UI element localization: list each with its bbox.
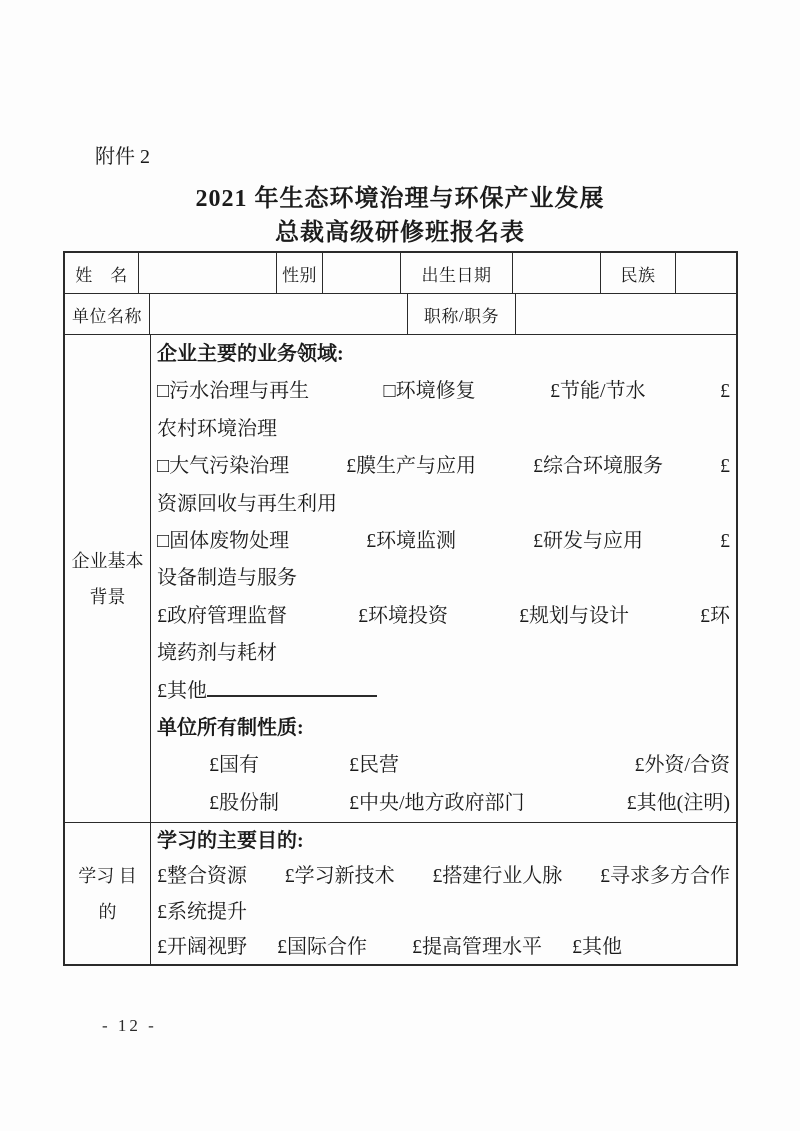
ownership-line	[157, 747, 730, 784]
checkbox-option: £节能/节水	[550, 380, 646, 403]
checkbox-option: £寻求多方合作	[599, 865, 730, 888]
business-line-wrap: 资源回收与再生利用	[157, 492, 337, 515]
form-title-line2: 总裁高级研修班报名表	[275, 220, 525, 246]
post-label-cell: 职称/职务	[408, 294, 516, 334]
checkbox-glyph: £	[720, 530, 730, 553]
checkbox-option: £提高管理水平	[412, 936, 542, 959]
study-purpose-header: 学习的主要目的:	[157, 830, 304, 852]
form-title-line1: 2021 年生态环境治理与环保产业发展	[195, 186, 605, 212]
checkbox-option: □固体废物处理	[157, 530, 290, 553]
study-purpose-content	[151, 823, 736, 964]
gender-value-cell	[323, 253, 401, 293]
row-label-text: 的	[98, 901, 117, 922]
birthdate-value-cell	[513, 253, 601, 293]
company-background-content	[151, 335, 736, 822]
checkbox-option: £搭建行业人脉	[432, 865, 563, 888]
ethnicity-label-cell: 民族	[601, 253, 676, 293]
checkbox-option: £外资/合资	[634, 754, 730, 777]
business-line-wrap: 设备制造与服务	[157, 567, 297, 590]
checkbox-option-other: £其他	[157, 679, 207, 702]
checkbox-option: £环境投资	[358, 604, 448, 627]
checkbox-option: □污水治理与再生	[157, 380, 310, 403]
checkbox-option: £膜生产与应用	[346, 455, 477, 478]
business-line	[157, 523, 730, 560]
row-study-purpose	[65, 823, 736, 964]
checkbox-option: £其他(注明)	[626, 791, 730, 814]
checkbox-option: £股份制	[209, 791, 279, 814]
name-value-cell	[139, 253, 277, 293]
business-line-wrap: 境药剂与耗材	[157, 642, 277, 665]
checkbox-option: £民营	[349, 754, 399, 777]
checkbox-option: £中央/地方政府部门	[349, 791, 525, 814]
page-number: - 12 -	[102, 1016, 157, 1035]
row-personal-info	[65, 253, 736, 294]
company-background-row-label	[65, 335, 151, 822]
checkbox-option: £规划与设计	[519, 604, 629, 627]
ownership-header: 单位所有制性质:	[157, 717, 304, 740]
checkbox-option: £综合环境服务	[533, 455, 664, 478]
org-name-label-cell: 单位名称	[65, 294, 150, 334]
checkbox-option: £其他	[572, 936, 622, 959]
checkbox-option: £学习新技术	[284, 865, 395, 888]
gender-label-cell: 性别	[277, 253, 323, 293]
ownership-line	[157, 785, 730, 822]
checkbox-glyph: £	[719, 380, 730, 403]
attachment-label: 附件 2	[95, 146, 150, 168]
checkbox-option: □大气污染治理	[157, 455, 290, 478]
checkbox-option: £国有	[209, 754, 259, 777]
checkbox-option: □环境修复	[383, 380, 476, 403]
registration-form-table	[63, 251, 738, 966]
business-line	[157, 373, 730, 410]
study-line	[157, 859, 730, 894]
checkbox-option: £整合资源	[157, 865, 247, 888]
row-label-text: 背景	[89, 586, 126, 607]
checkbox-option: £开阔视野	[157, 936, 247, 959]
row-label-text: 学习 目	[78, 865, 137, 886]
org-name-value-cell	[150, 294, 408, 334]
study-line: £系统提升	[157, 900, 247, 923]
checkbox-glyph: £	[720, 455, 730, 478]
study-line	[157, 930, 730, 965]
business-line-other	[157, 673, 730, 710]
name-label-cell: 姓 名	[65, 253, 139, 293]
fill-in-blank-line	[207, 681, 377, 697]
business-line	[157, 598, 730, 635]
business-areas-header: 企业主要的业务领域:	[157, 343, 344, 365]
post-value-cell	[516, 294, 736, 334]
birthdate-label-cell: 出生日期	[401, 253, 513, 293]
study-purpose-row-label	[65, 823, 151, 964]
row-organization	[65, 294, 736, 335]
business-line-wrap: 农村环境治理	[157, 417, 277, 440]
checkbox-option: £政府管理监督	[157, 604, 287, 627]
business-line	[157, 448, 730, 485]
row-company-background	[65, 335, 736, 823]
ethnicity-value-cell	[676, 253, 736, 293]
checkbox-option: £研发与应用	[533, 530, 644, 553]
checkbox-option: £国际合作	[277, 936, 367, 959]
checkbox-option: £环境监测	[366, 530, 457, 553]
checkbox-glyph: £环	[700, 604, 730, 627]
row-label-text: 企业基本	[71, 550, 144, 571]
